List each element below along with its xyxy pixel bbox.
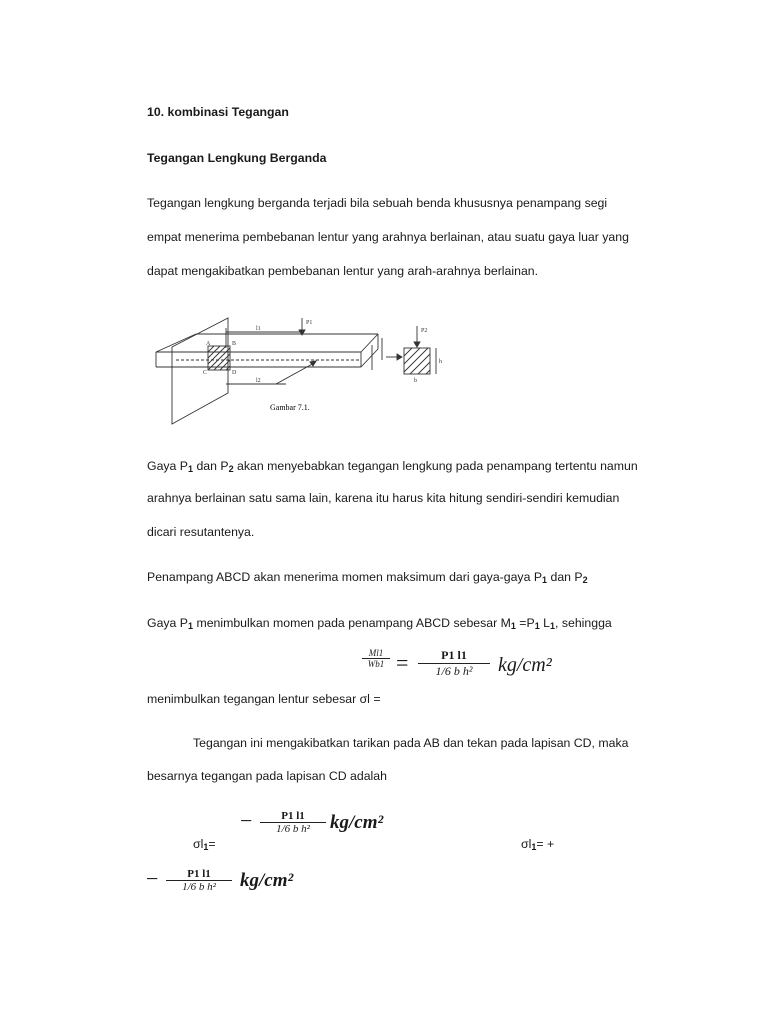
paragraph2-line3: dicari resutantenya. — [147, 525, 255, 539]
formula3-unit: kg/cm² — [240, 870, 294, 891]
formula2-minus: − — [240, 808, 253, 833]
sigma-left: $\sigma l_1=$ — [193, 837, 216, 852]
label-a: A — [206, 341, 211, 347]
formula3-minus: − — [146, 866, 159, 891]
formula-3 — [146, 866, 336, 908]
paragraph6-line1: Tegangan ini mengakibatkan tarikan pada AB dan tekan pada lapisan CD, maka — [193, 736, 629, 750]
paragraph5: menimbulkan tegangan lentur sebesar σl = — [147, 692, 381, 706]
label-b: B — [232, 341, 237, 347]
label-d: D — [232, 370, 237, 376]
formula1-fraction: $\frac{P1 l1}{\text{1/6 b h²}}$ — [418, 648, 490, 679]
label-l2: l2 — [256, 378, 261, 384]
formula1-equals: = — [396, 650, 409, 675]
label-p1: P1 — [306, 320, 313, 326]
formula1-lhs: $\frac{Ml1}{Wb1}$ — [362, 648, 390, 669]
formula3-fraction: $\frac{P1 l1}{\text{1/6 b h²}}$ — [166, 868, 232, 893]
formula2-fraction: $\frac{P1 l1}{\text{1/6 b h²}}$ — [260, 810, 326, 835]
section-title: 10. kombinasi Tegangan — [147, 105, 289, 119]
beam-figure — [146, 300, 466, 432]
label-p2-right: P2 — [421, 328, 428, 334]
paragraph1-line3: dapat mengakibatkan pembebanan lentur yang arah-arahnya berlainan. — [147, 264, 539, 278]
paragraph2-line1: Gaya $P_1$ dan $P_2$ akan menyebabkan tegangan lengkung pada penampang tertentu namun — [147, 459, 638, 474]
beam-diagram — [146, 300, 466, 432]
paragraph3: Penampang ABCD akan menerima momen maksimum dari gaya-gaya $P_1$ dan $P_2$ — [147, 570, 588, 585]
label-c: C — [203, 370, 208, 376]
formula-1 — [362, 646, 582, 692]
formula2-unit: kg/cm² — [330, 812, 384, 833]
paragraph1-line2: empat menerima pembebanan lentur yang arahnya berlainan, atau suatu gaya luar yang — [147, 230, 629, 244]
label-l1: l1 — [256, 326, 261, 332]
subtitle: Tegangan Lengkung Berganda — [147, 151, 327, 165]
label-h-small: h — [439, 359, 442, 365]
label-b-small: b — [414, 378, 417, 384]
figure-caption: Gambar 7.1. — [270, 403, 310, 412]
sigma-right: $\sigma l_1=$ + — [521, 837, 555, 852]
paragraph4: Gaya $P_1$ menimbulkan momen pada penampang ABCD sebesar $M_1 =P_1$ $L_1$, sehingga — [147, 616, 612, 631]
paragraph1-line1: Tegangan lengkung berganda terjadi bila sebuah benda khususnya penampang segi — [147, 196, 608, 210]
formula1-unit: kg/cm² — [498, 654, 552, 676]
formula-2 — [240, 808, 420, 850]
paragraph6-line2: besarnya tegangan pada lapisan CD adalah — [147, 769, 387, 783]
paragraph2-line2: arahnya berlainan satu sama lain, karena itu harus kita hitung sendiri-sendiri kemudian — [147, 491, 620, 505]
